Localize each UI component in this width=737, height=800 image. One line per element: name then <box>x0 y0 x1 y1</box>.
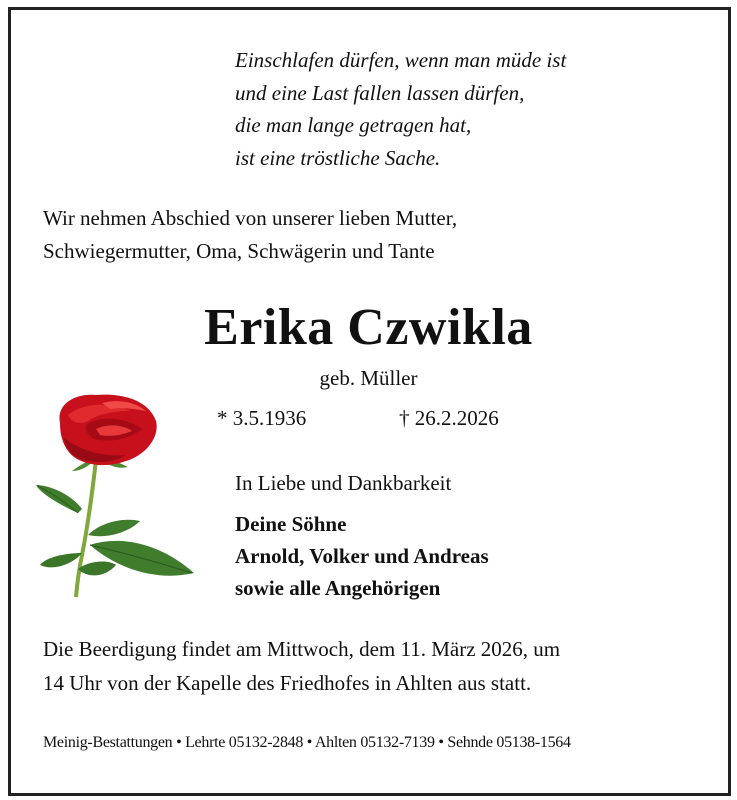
thanks-line: In Liebe und Dankbarkeit <box>235 471 452 495</box>
birth-date: * 3.5.1936 <box>217 406 307 430</box>
birth-name: geb. Müller <box>319 366 418 390</box>
red-rose-icon <box>30 385 200 605</box>
intro-line: Wir nehmen Abschied von unserer lieben Mutter, <box>43 206 458 230</box>
mourners-line: Arnold, Volker und Andreas <box>235 544 489 568</box>
mourners-list <box>235 508 489 604</box>
poem <box>235 44 566 174</box>
intro-line: Schwiegermutter, Oma, Schwägerin und Tante <box>43 239 435 263</box>
poem-line: und eine Last fallen lassen dürfen, <box>235 80 525 105</box>
mourners-line: Deine Söhne <box>235 512 347 536</box>
poem-line: Einschlafen dürfen, wenn man müde ist <box>235 48 567 72</box>
mourners-line: sowie alle Angehörigen <box>235 576 441 600</box>
poem-line: ist eine tröstliche Sache. <box>235 145 441 170</box>
death-date: † 26.2.2026 <box>399 406 499 430</box>
funeral-line: 14 Uhr von der Kapelle des Friedhofes in Ahlten aus statt. <box>43 671 532 695</box>
poem-line: die man lange getragen hat, <box>235 113 472 137</box>
undertaker-contacts: Meinig-Bestattungen • Lehrte 05132-2848 • Ahlten 05132-7139 • Sehnde 05138-1564 <box>43 734 571 751</box>
funeral-details <box>43 632 560 700</box>
funeral-line: Die Beerdigung findet am Mittwoch, dem 11. März 2026, um <box>43 637 561 661</box>
farewell-intro <box>43 202 457 268</box>
deceased-name: Erika Czwikla <box>204 299 533 356</box>
